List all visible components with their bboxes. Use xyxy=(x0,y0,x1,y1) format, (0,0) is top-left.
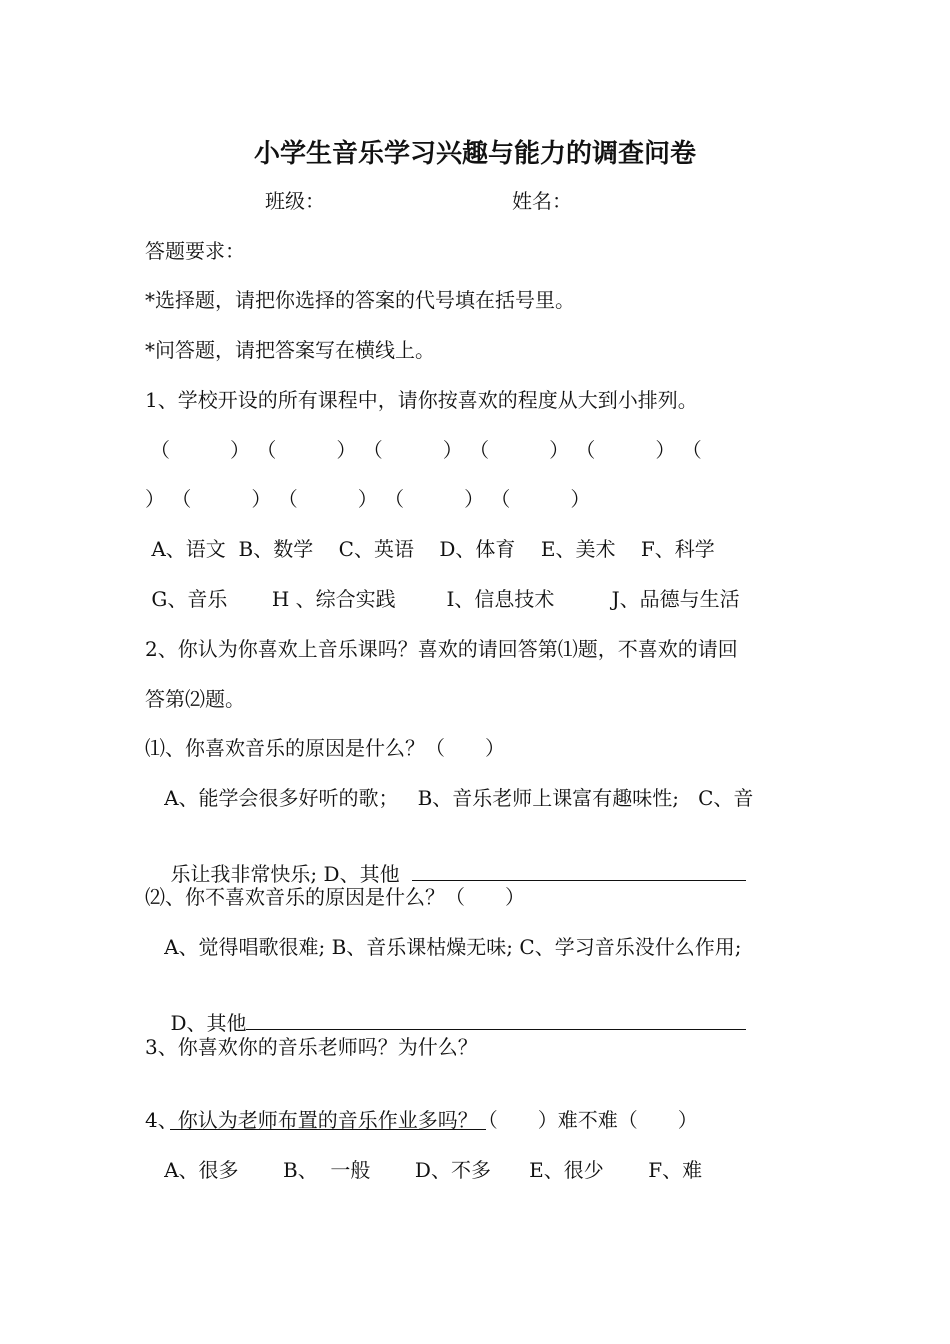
question-1-options-row-2: G、音乐 H 、综合实践 I、信息技术 J、品德与生活 xyxy=(145,587,740,611)
answer-blank-line[interactable] xyxy=(412,860,746,881)
class-label: 班级： xyxy=(265,189,325,213)
question-2-text-line-1: 2、你认为你喜欢上音乐课吗？喜欢的请回答第⑴题，不喜欢的请回 xyxy=(145,637,738,661)
question-1-text: 1、学校开设的所有课程中，请你按喜欢的程度从大到小排列。 xyxy=(145,388,698,412)
question-3-text: 3、你喜欢你的音乐老师吗？为什么？ xyxy=(145,1035,478,1059)
answer-blank-line[interactable] xyxy=(246,1009,746,1030)
question-2-sub-2-options-line-1: A、觉得唱歌很难; B、音乐课枯燥无味; C、学习音乐没什么作用; xyxy=(145,935,742,959)
question-1-brackets-row-2: ） （ ） （ ） （ ） （ ） xyxy=(145,487,591,511)
question-4-options: A、很多 B、 一般 D、不多 E、很少 F、难 xyxy=(145,1158,703,1182)
question-2-sub-1-options-line-1: A、能学会很多好听的歌； B、音乐老师上课富有趣味性; C、音 xyxy=(145,786,754,810)
question-2-sub-2: ⑵、你不喜欢音乐的原因是什么？（ ） xyxy=(145,885,525,909)
question-1-options-row-1: A、语文 B、数学 C、英语 D、体育 E、美术 F、科学 xyxy=(145,537,715,561)
name-label: 姓名： xyxy=(512,189,572,213)
instruction-rule-answer: *问答题，请把答案写在横线上。 xyxy=(145,338,435,362)
question-2-sub-2-options-text: D、其他 xyxy=(170,1011,247,1035)
question-2-sub-1: ⑴、你喜欢音乐的原因是什么？（ ） xyxy=(145,736,505,760)
question-2-sub-1-options-text: 乐让我非常快乐; D、其他 xyxy=(170,862,413,886)
survey-title: 小学生音乐学习兴趣与能力的调查问卷 xyxy=(253,139,696,169)
instructions-heading: 答题要求： xyxy=(145,239,245,263)
question-2-text-line-2: 答第⑵题。 xyxy=(145,687,245,711)
question-4-text: 4、你认为老师布置的音乐作业多吗？（ ）难不难（ ） xyxy=(145,1108,698,1132)
instruction-rule-choice: *选择题，请把你选择的答案的代号填在括号里。 xyxy=(145,288,575,312)
question-1-brackets-row-1: （ ） （ ） （ ） （ ） （ ） （ xyxy=(150,438,702,462)
